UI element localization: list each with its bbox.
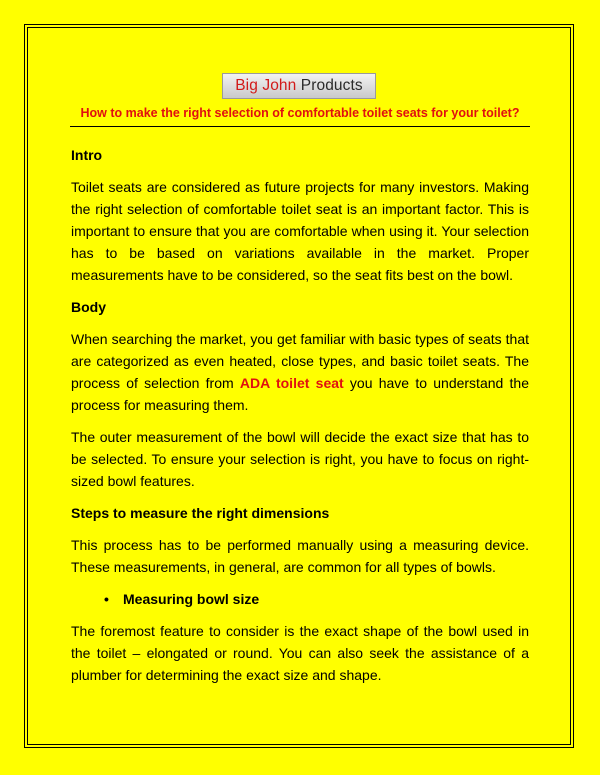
bowl-paragraph: The foremost feature to consider is the exact shape of the bowl used in the toilet – elongated or round. You can also seek the assistance of a plumber for determining the exact size and shape. [71,623,529,683]
steps-heading: Steps to measure the right dimensions [71,505,330,521]
intro-heading: Intro [71,147,103,163]
body-text-before-link: When searching the market, you get familiar with basic types of seats that are categorized as even heated, close types, and basic toilet seats. The process of selection from [71,331,529,391]
ada-toilet-seat-link[interactable]: ADA toilet seat [239,375,344,391]
title-divider [70,126,530,127]
body-paragraph-2: The outer measurement of the bowl will decide the exact size that has to be selected. To ensure your selection is right, you have to focus on right-sized bowl features. [71,429,529,489]
document-body [71,144,529,696]
intro-paragraph: Toilet seats are considered as future projects for many investors. Making the right selection of comfortable toilet seat is an important factor. This is important to ensure that you are comfortable when using it. Your selection has to be based on variations available in the market. Proper measurements have to be considered, so the seat fits best on the bowl. [71,179,529,283]
steps-paragraph: This process has to be performed manually using a measuring device. These measurements, in general, are common for all types of bowls. [71,537,529,575]
body-text-after-link: you have to understand the process for measuring them. [71,375,530,413]
brand-logo-word-2: Products [300,77,363,94]
body-paragraph-1 [71,328,529,416]
brand-logo [222,73,376,99]
document-title: How to make the right selection of comfortable toilet seats for your toilet? [80,106,520,120]
list-item-label: Measuring bowl size [123,591,260,607]
brand-logo-word-1: Big John [235,77,297,94]
steps-list [71,588,529,610]
list-item [71,588,529,610]
bullet-icon: • [104,591,109,607]
body-heading: Body [71,299,106,315]
